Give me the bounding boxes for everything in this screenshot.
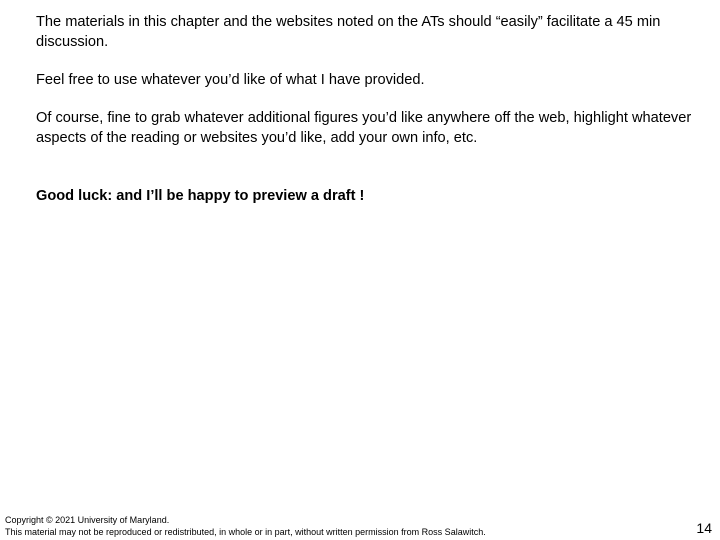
copyright-footer [5,514,605,538]
copyright-line: Copyright © 2021 University of Maryland. [5,515,170,525]
usage-paragraph: Feel free to use whatever you’d like of what I have provided. [36,72,425,88]
reproduction-notice: This material may not be reproduced or redistributed, in whole or in part, without written permission from Ross Salawitch. [5,527,486,537]
intro-paragraph: The materials in this chapter and the websites noted on the ATs should “easily” facilitate a 45 min discussion. [36,14,661,50]
closing-paragraph: Good luck: and I’ll be happy to preview a draft ! [36,188,365,204]
page-number: 14 [696,520,712,536]
slide-body [36,12,706,206]
additional-content-paragraph: Of course, fine to grab whatever additional figures you’d like anywhere off the web, highlight whatever aspects of the reading or websites you’d like, add your own info, etc. [36,110,692,146]
